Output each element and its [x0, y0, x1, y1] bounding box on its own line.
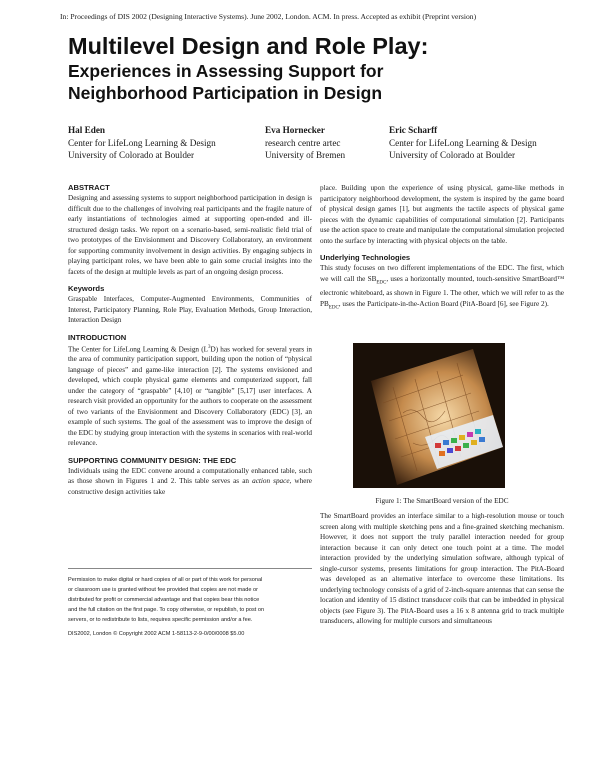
- copyright-line: and the full citation on the first page. To copy otherwise, or republish, to post on: [68, 607, 265, 613]
- author-affiliation: research centre artec: [265, 137, 341, 148]
- proceedings-banner: In: Proceedings of DIS 2002 (Designing Interactive Systems). June 2002, London. ACM. In press. Accepted as exhibit (Preprint version): [60, 12, 477, 21]
- title-line-3: Neighborhood Participation in Design: [68, 83, 383, 103]
- author-affiliation: Center for LifeLong Learning & Design: [389, 137, 537, 148]
- right-top-text: place. Building upon the experience of using physical, game-like methods in participatory neighborhood development, the system is inspired by the game board of physical design games [1], but augments the tactile aspects of physical game pieces with the dynamic capabilities of computational simulation [2]. Participants use the action space to create and manipulate the computational simulation projected onto the surface by interacting with physical objects on the table.: [320, 184, 564, 245]
- author-name: Eva Hornecker: [265, 125, 325, 135]
- keywords-heading: Keywords: [68, 284, 105, 293]
- author-affiliation: University of Colorado at Boulder: [389, 150, 516, 160]
- right-bottom-text: The SmartBoard provides an interface similar to a high-resolution mouse or touch screen along with multiple sketching pens and a fine-grained sketching mechanism. However, it does not support the truly parallel interaction needed for group interaction because it can only detect one touch point at a time. The model interaction provided by the underlying simulation software, although typical of single-cursor systems, presents limitations for group interaction. The PitA-Board was developed as an alternative interface to overcome these limitations. Its underlying technology consists of a grid of 2-inch-square antennas that can sense the location and identity of 15 distinct transducer coils that can be imbedded in physical objects (see Figure 3). The PitA-Board uses a 16 x 8 antenna grid to track multiple transducers, allowing for multiple cursors and simultaneous: [320, 512, 564, 625]
- introduction-heading: INTRODUCTION: [68, 332, 127, 342]
- keywords-text: Graspable Interfaces, Computer-Augmented Environments, Communities of Interest, Participatory Planning, Role Play, Evaluation Methods, Group Interaction, Interaction Design: [68, 295, 312, 324]
- copyright-line: or classroom use is granted without fee provided that copies are not made or: [68, 587, 258, 593]
- technologies-text: This study focuses on two different implementations of the EDC. The first, which we will call the $SB_{EDC}$, uses a horizontally mounted, touch-sensitive SmartBoard™ electronic whiteboard, as shown in Figure 1. The other, which we will refer to as the $PB_{EDC}$, uses the Participate-in-the-Action Board (PitA-Board [6], see Figure 2).: [320, 264, 564, 311]
- smartboard-photo: [353, 343, 505, 488]
- author-block-3: [389, 124, 537, 162]
- edc-text: Individuals using the EDC convene around a computationally enhanced table, such as those shown in Figures 1 and 2. This table serves as an action space, where constructive design activities take: [68, 466, 312, 496]
- copyright-line: Permission to make digital or hard copies of all or part of this work for personal: [68, 577, 263, 583]
- left-column: [68, 183, 312, 497]
- figure-caption: Figure 1: The SmartBoard version of the EDC: [375, 497, 509, 505]
- title-line-2: Experiences in Assessing Support for: [68, 61, 384, 81]
- right-column-top: [320, 183, 564, 314]
- technologies-heading: Underlying Technologies: [320, 253, 411, 262]
- author-name: Hal Eden: [68, 125, 106, 135]
- edc-heading: SUPPORTING COMMUNITY DESIGN: THE EDC: [68, 455, 237, 465]
- abstract-text: Designing and assessing systems to support neighborhood participation in design is difficult due to the challenges of involving real participants and the fragile nature of early instantiations of technologies aimed at supporting open-ended and ill-structured design tasks. We report on a scenario-based, semi-realistic field trial of two prototypes of the Envisionment and Discovery Collaboratory, an environment for supporting community involvement in design activities. By engaging subjects in playing participant roles, we have been able to gain some crucial insights into the facets of the design at multiple levels as part of an ongoing design process.: [68, 194, 312, 276]
- copyright-notice: [68, 568, 312, 639]
- copyright-line: servers, or to redistribute to lists, requires specific permission and/or a fee.: [68, 617, 253, 623]
- author-name: Eric Scharff: [389, 125, 438, 135]
- introduction-text: The Center for LifeLong Learning & Design $(L^3D)$ has worked for several years in the area of community participation support, building upon the notion of “physical language of pieces” and game-like interaction [2]. The systems envisioned and developed, which couple physical game elements and computerized support, fall under the category of “graspable” [4,10] or “tangible” [5,17] user interfaces. A research visit provided an opportunity for the authors to cooperate on the assessment of two variants of the Envisionment and Discovery Collaboratory (EDC) [3], an example of such systems. The goal of the assessment was to improve the design of the EDC by studying group interaction with the systems in scenarios with real-world relevance.: [68, 344, 312, 448]
- author-affiliation: Center for LifeLong Learning & Design: [68, 137, 216, 148]
- smartboard-illustration: [353, 343, 505, 488]
- copyright-footer: DIS2002, London © Copyright 2002 ACM 1-58113-2-9-0/00/0008 $5.00: [68, 631, 245, 637]
- right-column-bottom: [320, 511, 564, 627]
- copyright-line: distributed for profit or commercial advantage and that copies bear this notice: [68, 597, 260, 603]
- abstract-heading: ABSTRACT: [68, 183, 110, 192]
- author-block-1: [68, 124, 216, 162]
- author-block-2: [265, 124, 345, 162]
- paper-title: [68, 33, 588, 104]
- author-affiliation: University of Bremen: [265, 150, 346, 160]
- author-affiliation: University of Colorado at Boulder: [68, 150, 195, 160]
- title-line-1: Multilevel Design and Role Play:: [68, 33, 429, 59]
